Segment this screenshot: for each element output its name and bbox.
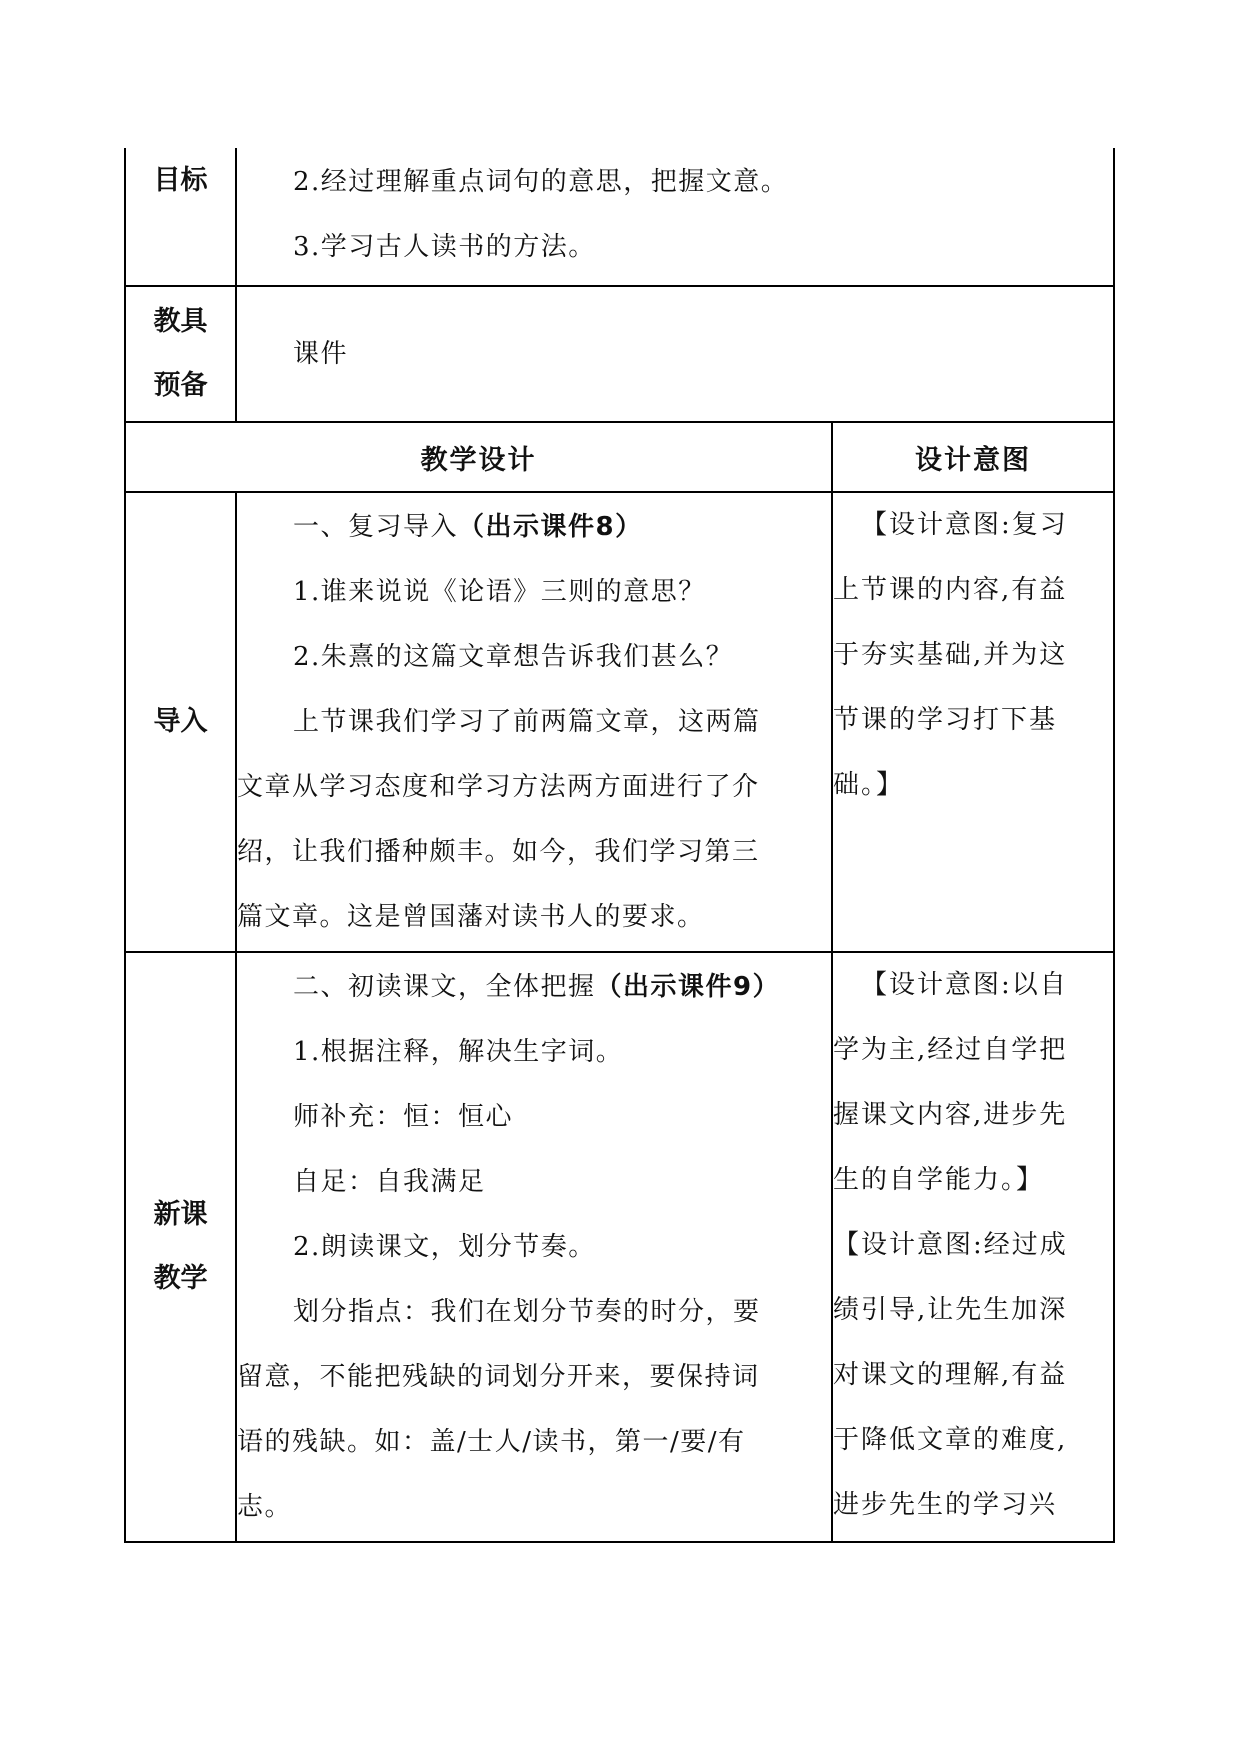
intent-line: 对课文的理解,有益: [833, 1360, 1068, 1390]
new-lesson-intent: [832, 952, 1114, 1542]
intro-content: [236, 492, 832, 952]
new-lesson-line: 2.朗读课文，划分节奏。: [293, 1232, 596, 1262]
new-lesson-line: 自足：自我满足: [293, 1167, 486, 1197]
new-lesson-line: 1.根据注释，解决生字词。: [293, 1037, 624, 1067]
materials-content: [236, 286, 1114, 422]
intent-line: 绩引导,让先生加深: [833, 1295, 1068, 1325]
new-lesson-heading-ref: （出示课件9）: [595, 972, 781, 1002]
intent-line: 进步先生的学习兴: [833, 1490, 1058, 1520]
materials-text: 课件: [293, 338, 349, 369]
design-header: 教学设计: [125, 422, 832, 492]
intent-line: 学为主,经过自学把: [833, 1035, 1068, 1065]
goals-label: 目标: [153, 165, 208, 196]
intro-line: 1.谁来说说《论语》三则的意思？: [293, 577, 706, 607]
new-lesson-line: 语的残缺。如：盖/士人/读书，第一/要/有: [237, 1427, 746, 1457]
intent-line: 于夯实基础,并为这: [833, 640, 1068, 670]
goals-content: [236, 148, 1114, 286]
intro-heading-text: 一、复习导入: [293, 512, 459, 542]
intro-line: 上节课我们学习了前两篇文章，这两篇: [293, 707, 761, 737]
new-lesson-label-line2: 教学: [153, 1263, 208, 1294]
goals-label-cell: [125, 148, 236, 286]
intent-line: 于降低文章的难度,: [833, 1425, 1068, 1455]
intro-line: 文章从学习态度和学习方法两方面进行了介: [237, 772, 760, 802]
intent-line: 上节课的内容,有益: [833, 575, 1068, 605]
new-lesson-heading-text: 二、初读课文，全体把握: [293, 972, 596, 1002]
header-row: [125, 422, 1114, 492]
intro-row: [125, 492, 1114, 952]
new-lesson-line: 留意，不能把残缺的词划分开来，要保持词: [237, 1362, 760, 1392]
intent-line: 【设计意图:以自: [861, 970, 1068, 1000]
intent-line: 【设计意图:经过成: [833, 1230, 1068, 1260]
new-lesson-content: [236, 952, 832, 1542]
intent-header: 设计意图: [832, 422, 1114, 492]
new-lesson-line: 划分指点：我们在划分节奏的时分，要: [293, 1297, 761, 1327]
goals-row: [125, 148, 1114, 286]
intro-line: 绍，让我们播种颇丰。如今，我们学习第三: [237, 837, 760, 867]
new-lesson-label-line1: 新课: [153, 1199, 208, 1230]
materials-label-line1: 教具: [153, 306, 208, 337]
intent-line: 生的自学能力。】: [833, 1165, 1045, 1195]
goal-line: 3.学习古人读书的方法。: [293, 232, 596, 262]
new-lesson-row: [125, 952, 1114, 1542]
intent-line: 节课的学习打下基: [833, 705, 1058, 735]
materials-label-cell: [125, 286, 236, 422]
materials-row: [125, 286, 1114, 422]
intro-heading-ref: （出示课件8）: [458, 512, 643, 542]
intent-line: 础。】: [833, 770, 905, 800]
intent-line: 握课文内容,进步先: [833, 1100, 1068, 1130]
new-lesson-line: 志。: [237, 1492, 293, 1522]
intro-label-cell: [125, 492, 236, 952]
goal-line: 2.经过理解重点词句的意思，把握文意。: [293, 167, 789, 197]
intro-intent: [832, 492, 1114, 952]
new-lesson-line: 师补充：恒：恒心: [293, 1102, 514, 1132]
lesson-plan-table: [124, 148, 1115, 1543]
intro-line: 2.朱熹的这篇文章想告诉我们甚么？: [293, 642, 734, 672]
intro-label: 导入: [153, 706, 208, 737]
intro-heading: [237, 495, 831, 560]
intro-line: 篇文章。这是曾国藩对读书人的要求。: [237, 902, 705, 932]
intent-line: 【设计意图:复习: [861, 510, 1068, 540]
new-lesson-heading: [237, 955, 831, 1020]
new-lesson-label-cell: [125, 952, 236, 1542]
materials-label-line2: 预备: [153, 370, 208, 401]
